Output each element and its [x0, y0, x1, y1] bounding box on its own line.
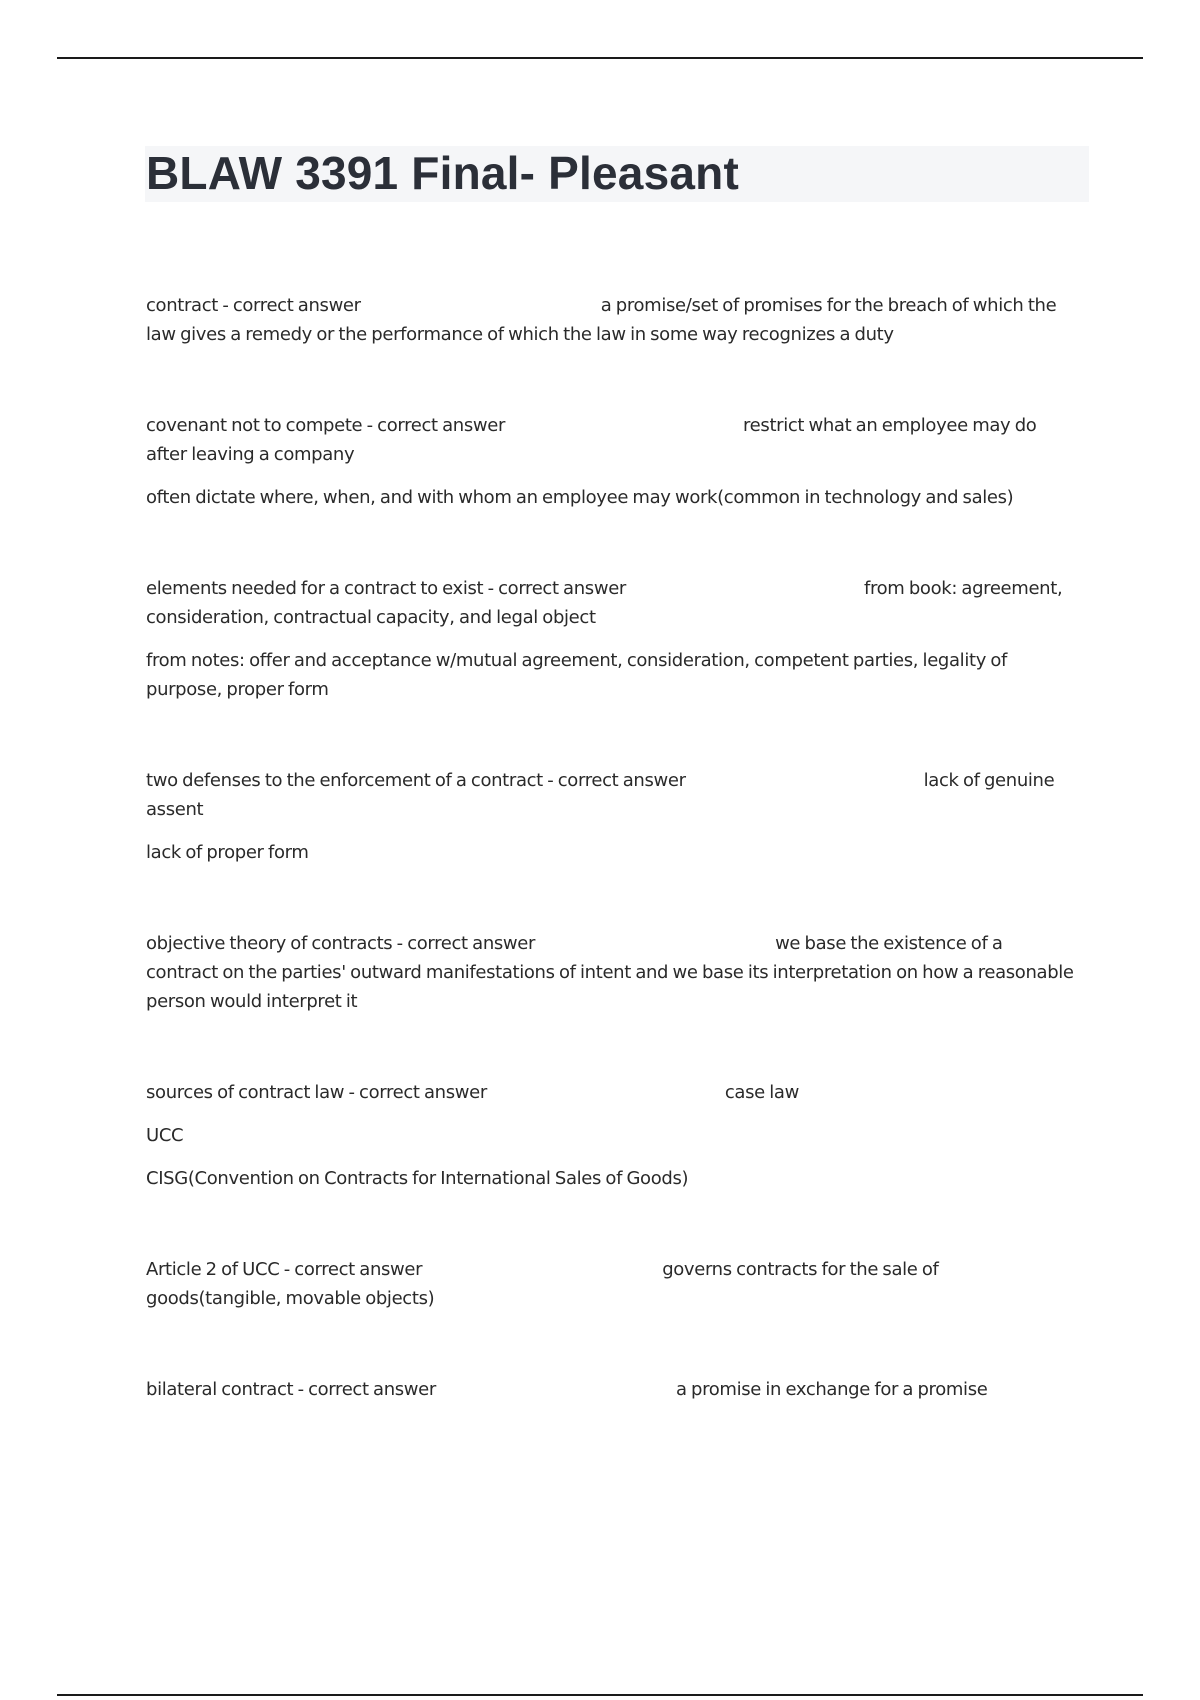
document-title: BLAW 3391 Final- Pleasant	[146, 147, 739, 199]
card-term: Article 2 of UCC - correct answer	[146, 1259, 423, 1280]
card-text	[146, 1375, 1076, 1404]
card-definition: from notes: offer and acceptance w/mutual agreement, consideration, competent parties, legality of purpose, proper form	[146, 650, 1008, 700]
card-text	[146, 574, 1076, 632]
card-term: objective theory of contracts - correct answer	[146, 933, 536, 954]
card-definition: governs contracts for the sale of goods(tangible, movable objects)	[146, 1259, 939, 1309]
card-definition: case law	[724, 1082, 799, 1103]
card-definition: a promise in exchange for a promise	[675, 1379, 988, 1400]
flashcard	[146, 929, 1076, 1016]
card-text	[146, 1078, 1076, 1107]
flashcard-list	[146, 291, 1076, 1466]
card-definition: UCC	[146, 1125, 184, 1146]
card-text	[146, 291, 1076, 349]
card-definition: lack of proper form	[146, 842, 309, 863]
card-definition: a promise/set of promises for the breach of which the law gives a remedy or the performance of which the law in some way recognizes a duty	[146, 295, 1057, 345]
card-definition: often dictate where, when, and with whom an employee may work(common in technology and sales)	[146, 487, 1014, 508]
card-term: two defenses to the enforcement of a contract - correct answer	[146, 770, 686, 791]
flashcard	[146, 766, 1076, 867]
card-definition: restrict what an employee may do after leaving a company	[146, 415, 1037, 465]
card-definition: from book: agreement, consideration, contractual capacity, and legal object	[146, 578, 1063, 628]
card-term: sources of contract law - correct answer	[146, 1082, 487, 1103]
card-definition: we base the existence of a contract on the parties' outward manifestations of intent and we base its interpretation on how a reasonable person would interpret it	[146, 933, 1074, 1012]
card-text	[146, 929, 1076, 1016]
card-term: covenant not to compete - correct answer	[146, 415, 506, 436]
flashcard	[146, 411, 1076, 512]
card-text	[146, 411, 1076, 469]
flashcard	[146, 291, 1076, 349]
card-text	[146, 1255, 1076, 1313]
footer-rule	[57, 1694, 1143, 1696]
flashcard	[146, 1375, 1076, 1404]
card-text	[146, 766, 1076, 824]
card-definition: CISG(Convention on Contracts for International Sales of Goods)	[146, 1168, 689, 1189]
flashcard	[146, 1078, 1076, 1193]
flashcard	[146, 1255, 1076, 1313]
header-rule	[57, 57, 1143, 59]
card-definition: lack of genuine assent	[146, 770, 1055, 820]
card-term: elements needed for a contract to exist - correct answer	[146, 578, 626, 599]
card-term: bilateral contract - correct answer	[146, 1379, 436, 1400]
flashcard	[146, 574, 1076, 704]
card-term: contract - correct answer	[146, 295, 361, 316]
